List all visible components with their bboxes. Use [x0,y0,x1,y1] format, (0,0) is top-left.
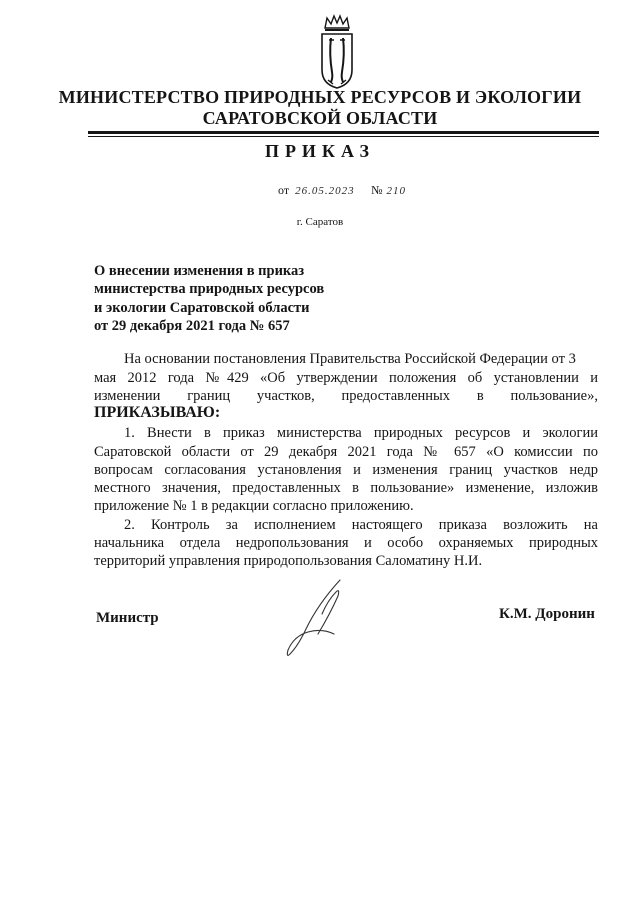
basis-line: изменении границ участков, предоставленных в пользование», [94,388,598,404]
basis-line: мая 2012 года №429 «Об утверждении положения об установлении и [94,370,598,386]
item1-line: вопросам согласования установления и изменения границ участков недр [94,462,598,478]
order-date: 26.05.2023 [295,185,355,197]
subject-line: министерства природных ресурсов [94,281,325,297]
subject-line: от 29 декабря 2021 года № 657 [94,318,290,334]
item2-line: начальника отдела недропользования и особо охраняемых природных [94,535,598,551]
item1-line: 1. Внести в приказ министерства природных ресурсов и экологии [124,425,598,441]
subject-line: и экологии Саратовской области [94,300,310,316]
header-rule [88,131,599,134]
signer-name: К.М. Доронин [499,606,595,622]
basis-line: На основании постановления Правительства Российской Федерации от 3 [124,351,576,367]
coat-of-arms-icon [317,14,357,90]
date-prefix: от [278,183,290,197]
header-rule-thin [88,136,599,137]
city: г. Саратов [296,216,344,228]
handwritten-signature [278,574,368,664]
item1-line: Саратовской области от 29 декабря 2021 года № 657 «О комиссии по [94,444,598,460]
signer-title: Министр [96,610,159,626]
item1-line: приложение № 1 в редакции согласно приложению. [94,498,414,514]
number-prefix: № [371,183,383,197]
item2-line: 2. Контроль за исполнением настоящего приказа возложить на [124,517,598,533]
ministry-name-line1: МИНИСТЕРСТВО ПРИРОДНЫХ РЕСУРСОВ И ЭКОЛОГИИ [58,87,582,107]
subject-line: О внесении изменения в приказ [94,263,305,279]
order-word: ПРИКАЗЫВАЮ: [94,404,221,421]
ministry-name-line2: САРАТОВСКОЙ ОБЛАСТИ [202,108,438,128]
item2-line: территорий управления природопользования Саломатину Н.И. [94,553,483,569]
order-date-number [278,181,406,199]
item1-line: местного значения, предоставленных в пользование» изменение, изложив [94,480,598,496]
document-type-title: ПРИКАЗ [264,141,376,161]
order-number: 210 [386,185,407,197]
